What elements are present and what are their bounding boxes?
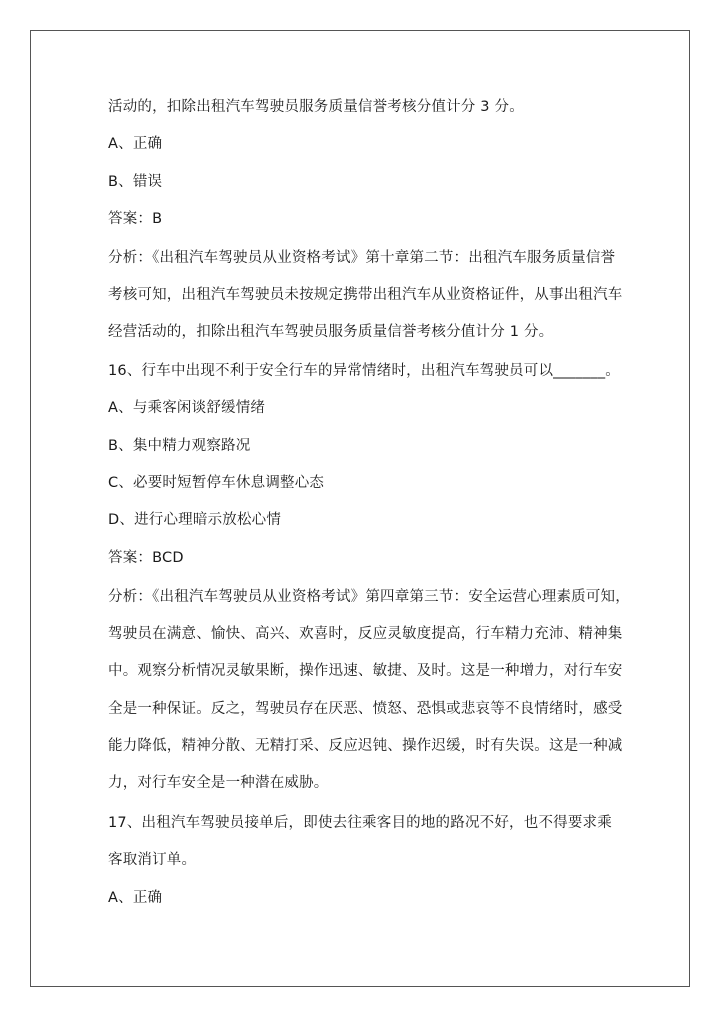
question-16-analysis-line: 力，对行车安全是一种潜在威胁。 xyxy=(108,775,329,791)
question-16-answer: 答案：BCD xyxy=(108,550,184,566)
question-16-analysis-line: 中。观察分析情况灵敏果断，操作迅速、敏捷、及时。这是一种增力，对行车安 xyxy=(108,663,623,679)
question-16-text: 16、行车中出现不利于安全行车的异常情绪时，出租汽车驾驶员可以_______。 xyxy=(108,363,620,379)
question-16-option-b: B、集中精力观察路况 xyxy=(108,438,251,454)
question-17-option-a: A、正确 xyxy=(108,890,163,906)
question-16-analysis-line: 分析：《出租汽车驾驶员从业资格考试》第四章第三节：安全运营心理素质可知， xyxy=(108,589,630,605)
question-16-analysis-line: 全是一种保证。反之，驾驶员存在厌恶、愤怒、恐惧或悲哀等不良情绪时，感受 xyxy=(108,701,623,717)
question-15-option-b: B、错误 xyxy=(108,174,163,190)
question-16-analysis-line: 能力降低，精神分散、无精打采、反应迟钝、操作迟缓，时有失误。这是一种减 xyxy=(108,738,623,754)
question-16-option-a: A、与乘客闲谈舒缓情绪 xyxy=(108,400,266,416)
question-15-analysis-line: 经营活动的，扣除出租汽车驾驶员服务质量信誉考核分值计分 1 分。 xyxy=(108,324,554,340)
question-17-text: 17、出租汽车驾驶员接单后，即使去往乘客目的地的路况不好，也不得要求乘 xyxy=(108,815,612,831)
question-15-answer: 答案：B xyxy=(108,211,163,227)
question-15-text-tail: 活动的，扣除出租汽车驾驶员服务质量信誉考核分值计分 3 分。 xyxy=(108,99,524,115)
question-15-analysis-line: 分析：《出租汽车驾驶员从业资格考试》第十章第二节：出租汽车服务质量信誉 xyxy=(108,250,616,266)
question-15-option-a: A、正确 xyxy=(108,136,163,152)
question-16-analysis-line: 驾驶员在满意、愉快、高兴、欢喜时，反应灵敏度提高，行车精力充沛、精神集 xyxy=(108,626,623,642)
question-17-text: 客取消订单。 xyxy=(108,852,197,868)
question-16-option-d: D、进行心理暗示放松心情 xyxy=(108,512,282,528)
question-15-analysis-line: 考核可知，出租汽车驾驶员未按规定携带出租汽车从业资格证件，从事出租汽车 xyxy=(108,287,623,303)
question-16-option-c: C、必要时短暂停车休息调整心态 xyxy=(108,475,325,491)
